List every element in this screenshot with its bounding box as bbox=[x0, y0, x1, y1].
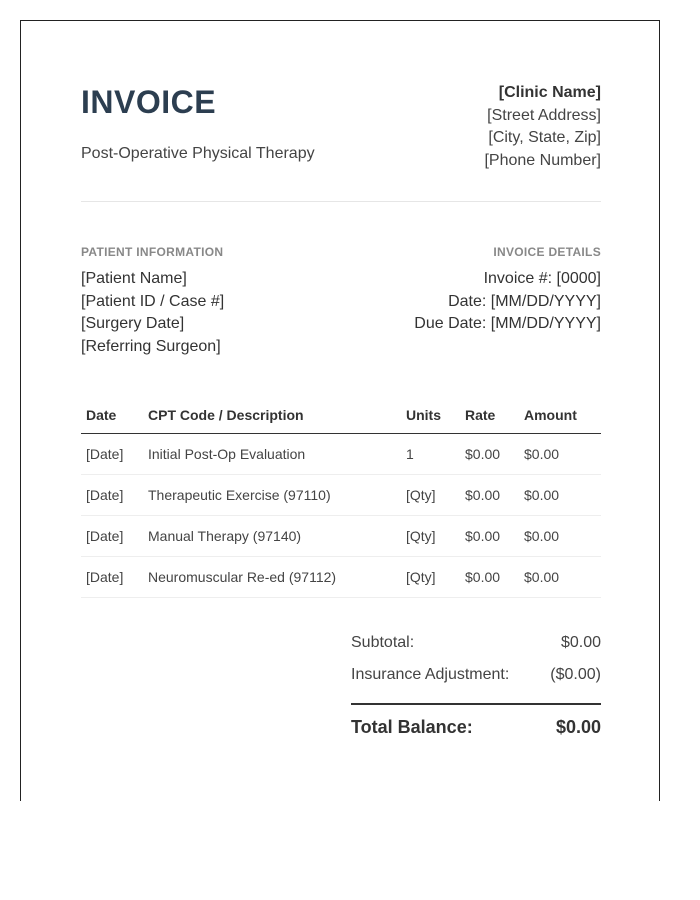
patient-id: [Patient ID / Case #] bbox=[81, 292, 225, 310]
total-divider bbox=[351, 703, 601, 705]
patient-information bbox=[81, 245, 224, 358]
row-amount: $0.00 bbox=[519, 557, 601, 598]
total-balance-value: $0.00 bbox=[555, 717, 601, 737]
row-amount: $0.00 bbox=[519, 516, 601, 557]
total-balance-row bbox=[351, 716, 601, 738]
table-row bbox=[81, 475, 601, 516]
subtotal-label: Subtotal: bbox=[351, 634, 415, 651]
invoice-details bbox=[414, 245, 601, 336]
clinic-city: [City, State, Zip] bbox=[488, 129, 601, 146]
header-units: Units bbox=[401, 396, 460, 434]
referring-surgeon: [Referring Surgeon] bbox=[81, 337, 221, 355]
header-description: CPT Code / Description bbox=[143, 396, 401, 434]
surgery-date: [Surgery Date] bbox=[81, 315, 185, 332]
row-units: [Qty] bbox=[401, 557, 460, 598]
header-rate: Rate bbox=[460, 396, 519, 434]
row-amount: $0.00 bbox=[519, 475, 601, 516]
invoice-title: INVOICE bbox=[81, 84, 217, 120]
subtotal-row bbox=[351, 633, 601, 665]
row-date: [Date] bbox=[81, 516, 143, 557]
row-units: 1 bbox=[401, 434, 460, 475]
table-row bbox=[81, 434, 601, 475]
invoice-number: Invoice #: [0000] bbox=[483, 270, 601, 287]
row-units: [Qty] bbox=[401, 475, 460, 516]
header-amount: Amount bbox=[519, 396, 601, 434]
patient-name: [Patient Name] bbox=[81, 270, 187, 287]
insurance-adjustment-row bbox=[351, 665, 601, 697]
invoice-due-date: Due Date: [MM/DD/YYYY] bbox=[414, 315, 601, 332]
insurance-adjustment-label: Insurance Adjustment: bbox=[351, 666, 510, 683]
table-header-row bbox=[81, 396, 601, 434]
row-date: [Date] bbox=[81, 434, 143, 475]
row-date: [Date] bbox=[81, 475, 143, 516]
clinic-info bbox=[484, 82, 601, 172]
invoice-subtitle: Post-Operative Physical Therapy bbox=[81, 145, 315, 162]
line-items-table bbox=[81, 396, 601, 598]
row-date: [Date] bbox=[81, 557, 143, 598]
row-rate: $0.00 bbox=[460, 434, 519, 475]
clinic-name: [Clinic Name] bbox=[498, 84, 601, 101]
row-description: Neuromuscular Re-ed (97112) bbox=[143, 557, 401, 598]
header-date: Date bbox=[81, 396, 143, 434]
insurance-adjustment-value: ($0.00) bbox=[550, 666, 601, 683]
row-description: Manual Therapy (97140) bbox=[143, 516, 401, 557]
row-amount: $0.00 bbox=[519, 434, 601, 475]
table-row bbox=[81, 516, 601, 557]
row-units: [Qty] bbox=[401, 516, 460, 557]
invoice-page bbox=[20, 20, 660, 801]
row-description: Initial Post-Op Evaluation bbox=[143, 434, 401, 475]
total-balance-label: Total Balance: bbox=[351, 717, 473, 737]
table-row bbox=[81, 557, 601, 598]
patient-section-label: PATIENT INFORMATION bbox=[81, 245, 224, 259]
clinic-phone: [Phone Number] bbox=[484, 151, 601, 169]
details-section-label: INVOICE DETAILS bbox=[493, 245, 601, 259]
row-rate: $0.00 bbox=[460, 516, 519, 557]
clinic-street: [Street Address] bbox=[487, 106, 601, 124]
row-description: Therapeutic Exercise (97110) bbox=[143, 475, 401, 516]
row-rate: $0.00 bbox=[460, 557, 519, 598]
header-divider bbox=[81, 201, 601, 202]
subtotal-value: $0.00 bbox=[560, 634, 601, 651]
invoice-date: Date: [MM/DD/YYYY] bbox=[448, 292, 601, 310]
row-rate: $0.00 bbox=[460, 475, 519, 516]
totals-section bbox=[351, 633, 601, 738]
